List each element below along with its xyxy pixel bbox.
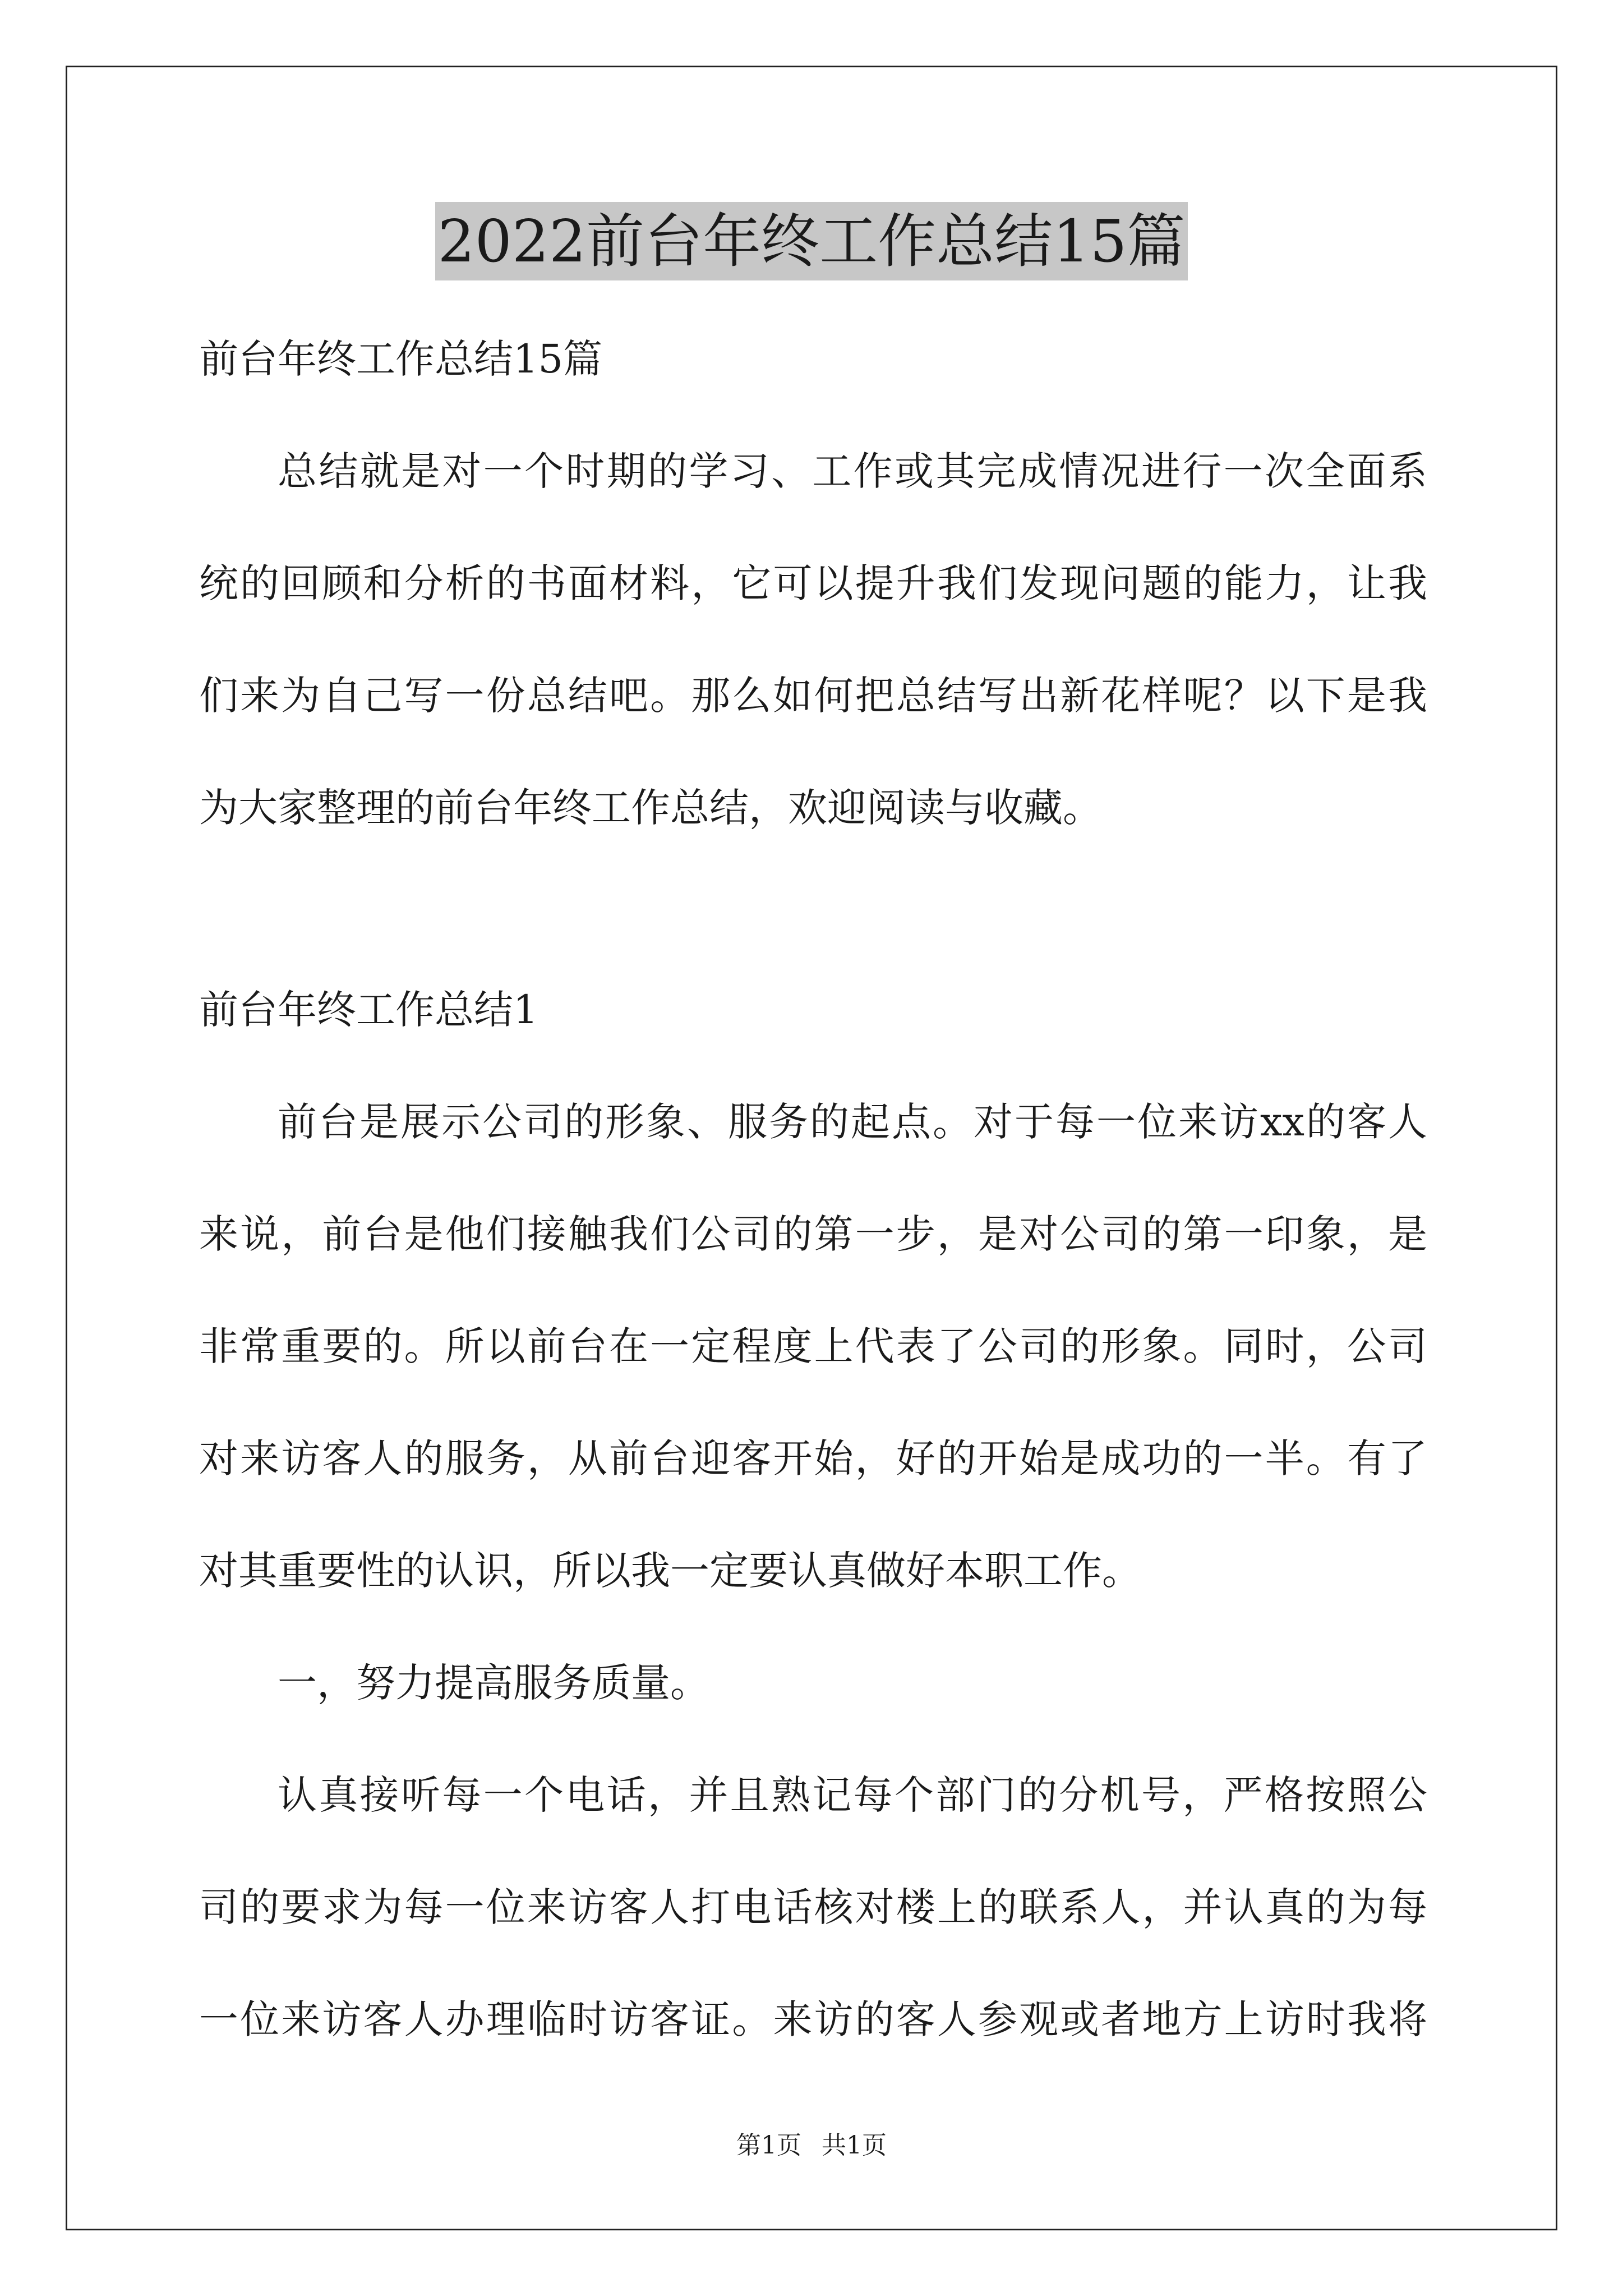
intro-line: 总结就是对一个时期的学习、工作或其完成情况进行一次全面系 [278, 448, 1427, 494]
page-number-total: 共1页 [822, 2131, 887, 2160]
intro-line: 统的回顾和分析的书面材料，它可以提升我们发现问题的能力，让我 [199, 560, 1427, 606]
paragraph-line: 对来访客人的服务，从前台迎客开始，好的开始是成功的一半。有了 [199, 1435, 1427, 1481]
page-number-current: 第1页 [736, 2131, 801, 2160]
page-footer [0, 2129, 1623, 2162]
paragraph-line: 认真接听每一个电话，并且熟记每个部门的分机号，严格按照公 [278, 1772, 1427, 1818]
point-heading: 一，努力提高服务质量。 [278, 1660, 709, 1706]
paragraph-line: 前台是展示公司的形象、服务的起点。对于每一位来访xx的客人 [278, 1099, 1427, 1145]
document-title: 2022前台年终工作总结15篇 [435, 202, 1187, 280]
paragraph-line: 来说，前台是他们接触我们公司的第一步，是对公司的第一印象，是 [199, 1211, 1427, 1257]
document-subtitle: 前台年终工作总结15篇 [199, 336, 603, 382]
title-block [0, 202, 1623, 280]
paragraph-line: 司的要求为每一位来访客人打电话核对楼上的联系人，并认真的为每 [199, 1884, 1427, 1930]
paragraph-line: 非常重要的。所以前台在一定程度上代表了公司的形象。同时，公司 [199, 1323, 1427, 1369]
intro-line: 为大家整理的前台年终工作总结，欢迎阅读与收藏。 [199, 785, 1102, 831]
paragraph-line: 一位来访客人办理临时访客证。来访的客人参观或者地方上访时我将 [199, 1996, 1427, 2042]
document-body [199, 303, 1427, 2076]
section-heading: 前台年终工作总结1 [199, 987, 538, 1033]
intro-line: 们来为自己写一份总结吧。那么如何把总结写出新花样呢？以下是我 [199, 673, 1427, 719]
spacer [199, 864, 1427, 954]
paragraph-line: 对其重要性的认识，所以我一定要认真做好本职工作。 [199, 1548, 1141, 1594]
